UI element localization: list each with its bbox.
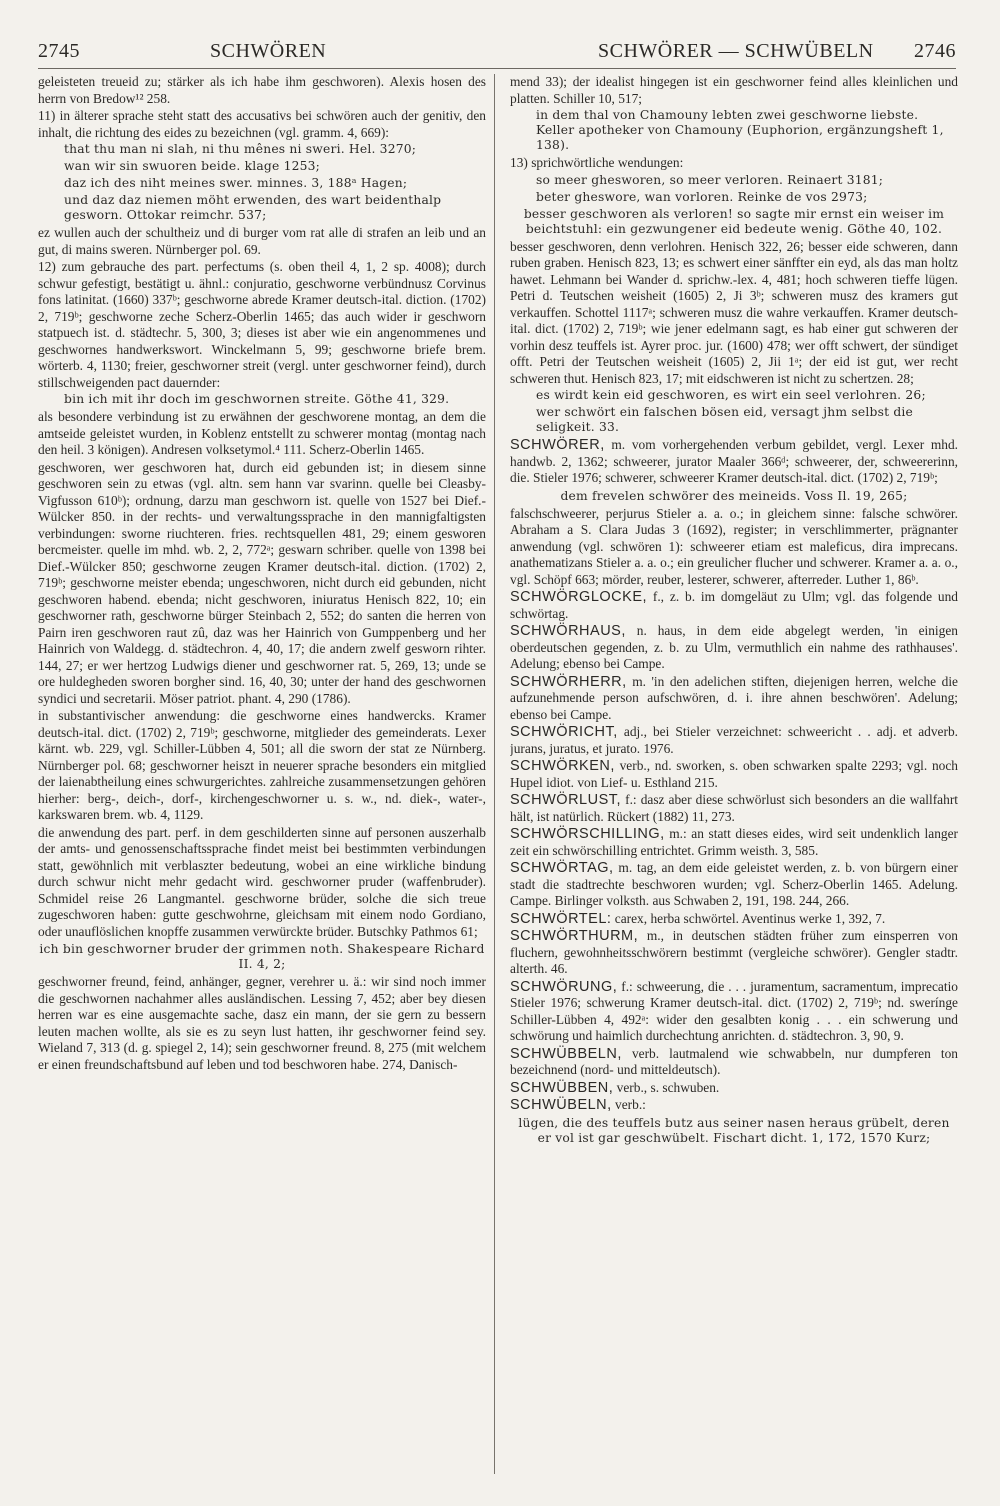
dictionary-entry (510, 860, 958, 910)
entry-text: verb. lautmalend wie schwabbeln, nur dumpferen ton bezeichnend (nord- und mitteldeutsch). (510, 1045, 958, 1077)
quotation: und daz daz niemen möht erwenden, des wart beidenthalp gesworn. Ottokar reimchr. 537; (64, 193, 442, 222)
paragraph: geleisteten treueid zu; stärker als ich habe ihm geschworen). Alexis hosen des herrn von Bredow¹² 258. (38, 74, 486, 106)
dictionary-entry (510, 623, 958, 673)
entry-text: m. 'in den adelichen stiften, diejenigen herren, welche die aufzunehmende person aufschwören, d. i. ihre ahnen beschwören'. Adelung; ebenso bei Campe. (510, 673, 958, 722)
entry-headword: SCHWÖRHERR, (510, 673, 627, 690)
quotation: es wirdt kein eid geschworen, es wirt ein seel verlohren. 26; (536, 388, 926, 402)
dictionary-entry (510, 979, 958, 1045)
dictionary-entry (510, 724, 958, 757)
entry-headword: SCHWÖRGLOCKE, (510, 589, 648, 605)
quotation: beter gheswore, wan vorloren. Reinke de vos 2973; (536, 189, 868, 204)
paragraph: ez wullen auch der schultheiz und di burger vom rat alle di strafen an leib und an gut, di mains sweren. Nürnberger pol. 69. (38, 225, 486, 257)
entry-headword: SCHWÖRUNG, (510, 978, 618, 995)
quotation: in dem thal von Chamouny lebten zwei geschworne liebste. Keller apotheker von Chamouny (Euphorion, ergänzungsheft 1, 138). (536, 108, 944, 152)
entry-headword: SCHWÜBELN, (510, 1097, 612, 1113)
entry-headword: SCHWÖRKEN, (510, 758, 615, 774)
quotation: ich bin geschworner bruder der grimmen noth. Shakespeare Richard II. 4, 2; (39, 942, 485, 971)
dictionary-entry (510, 674, 958, 724)
entry-text: m.: an statt dieses eides, wird seit undenklich langer zeit ein schwörschilling entrichtet. Grimm weisth. 3, 585. (510, 826, 958, 858)
entry-text: f.: schweerung, die . . . juramentum, sacramentum, imprecatio Stieler 1976; schwerung Kramer deutsch-ital. dict. (1702) 2, 719ᵇ; nd. swerínge Schiller-Lübben 4, 492ᵃ: wider den gesalbten konig . . . ein schwerung und schwörung und haimlich durchechtung anrichten. d. städtechron. 3, 90, 9. (510, 978, 958, 1043)
quotation: bin ich mit ihr doch im geschwornen streite. Göthe 41, 329. (64, 392, 450, 406)
entry-headword: SCHWÖRSCHILLING, (510, 826, 665, 842)
entry-text: m., in deutschen städten früher zum einsperren von fluchern, gewohnheitsschwörern bestimmt (vergleiche schwörer). Gengler stadtr. alterth. 46. (510, 928, 958, 976)
left-running-head: SCHWÖREN (210, 40, 327, 62)
quotation: daz ich des niht meines swer. minnes. 3, 188ᵃ Hagen; (64, 176, 408, 190)
entry-text: verb., s. schwuben. (613, 1079, 720, 1095)
quotation: besser geschworen als verloren! so sagte mir ernst ein weiser im beichtstuhl: ein gezwungener eid bedeute wenig. Göthe 40, 102. (523, 206, 945, 236)
entry-headword: SCHWÖRTEL: (510, 910, 612, 927)
dictionary-entry (510, 1080, 958, 1097)
dictionary-entry (510, 928, 958, 978)
right-running-head: SCHWÖRER — SCHWÜBELN (598, 40, 874, 62)
entry-text: f.: dasz aber diese schwörlust sich besonders an die wallfahrt hält, ist natürlich. Rückert (1882) 11, 273. (510, 792, 958, 824)
entry-text: carex, herba schwörtel. Aventinus werke 1, 392, 7. (611, 910, 886, 926)
entry-text: f., z. b. im domgeläut zu Ulm; vgl. das folgende und schwörtag. (510, 589, 958, 621)
dictionary-entry (510, 1097, 958, 1114)
quotation: dem frevelen schwörer des meineids. Voss Il. 19, 265; (560, 488, 908, 503)
entry-headword: SCHWÜBBEN, (510, 1079, 614, 1096)
quotation: that thu man ni slah, ni thu mênes ni sweri. Hel. 3270; (64, 142, 417, 156)
entry-headword: SCHWÖRICHT, (510, 724, 618, 740)
paragraph: geschworen, wer geschworen hat, durch eid gebunden ist; in diesem sinne geschworen sein zu etwas (vgl. altn. sem hann var svarinn. quelle bei Cleasby-Vigfusson 610ᵇ); ordnung, darzu man geschworn ist. quelle von 1527 bei Dief.-Wülcker 850. in der rechts- und verwaltungssprache in den mannigfaltigsten verbindungen: sworne riuchteren. fries. rechtsquellen 481, 29; einem gesworen bercmeister. quelle im mhd. wb. 2, 2, 772ᵃ; geswarn schriber. quelle von 1398 bei Dief.-Wülcker 850; geschworne zeugen Kramer deutsch-ital. diction. (1702) 2, 719ᵇ; geschworne meister ebenda; ungeschworen, nicht durch eid gebunden, nicht geschworen habend. ebenda; nicht geschworen, iniuratus Henisch 822, 10; ein geschworner rath, geschworne bürger Steinbach 2, 552; do santen die herren von Pairn iren geschworen raut zû, daz was her Hainrich von Gumppenberg und her Hainrich von Waldegg. d. städtechron. 4, 40, 17; die andern zwelf gesworn rihter. 144, 27; er wer hertzog Ludwigs diener und geschworner rat. 5, 269, 13; unde se ore huldegheden sworen borgher sind. 16, 40, 30; unter der hand des geschwornen syndici und secretarii. Möser patriot. phant. 4, 290 (1786). (38, 459, 486, 706)
quotation: wan wir sin swuoren beide. klage 1253; (64, 159, 321, 173)
page-header (38, 30, 956, 70)
left-column (38, 74, 486, 1478)
paragraph: 12) zum gebrauche des part. perfectums (s. oben theil 4, 1, 2 sp. 4008); durch schwur gefestigt, bestätigt u. ähnl.: conjuratio, geschworne verbündnusz Corvinus fons latinitat. (1660) 337ᵇ; geschworne abrede Kramer deutsch-ital. diction. (1702) 2, 719ᵇ; geschworne zeche Scherz-Oberlin 1465; das auch wider ir geschworn statpuech ist. d. städtechr. 5, 300, 3; dieses ist aber wie ein angenommenes und geschwornes handwerkswort. Winckelmann 5, 99; geschworne briefe brem. wörterb. 4, 1130; freier, geschworner streit (vergl. unter geschworner feind), durch stillschweigenden pact dauernder: (38, 259, 486, 390)
dictionary-entry (510, 758, 958, 791)
dictionary-entry (510, 911, 958, 928)
dictionary-entry (510, 589, 958, 622)
quotation: so meer ghesworen, so meer verloren. Reinaert 3181; (536, 172, 884, 187)
entry-headword: SCHWÖRTAG, (510, 860, 614, 876)
entry-headword: SCHWÜBBELN, (510, 1045, 622, 1062)
dictionary-entry (510, 1046, 958, 1079)
right-page-number: 2746 (914, 40, 956, 62)
dictionary-entry (510, 826, 958, 859)
quotation: wer schwört ein falschen bösen eid, versagt jhm selbst die seligkeit. 33. (536, 405, 914, 434)
entry-text: adj., bei Stieler verzeichnet: schweericht . . adj. et adverb. jurans, juratus, et jurato. 1976. (510, 724, 958, 756)
entry-headword: SCHWÖRLUST, (510, 792, 622, 808)
entry-text: n. haus, in dem eide abgelegt werden, 'in einigen oberdeutschen gegenden, z. b. zu Ulm, vermuthlich ein nahme des rathhauses'. Adelung; ebenso bei Campe. (510, 623, 958, 671)
entry-headword: SCHWÖRTHURM, (510, 928, 639, 944)
right-column (510, 74, 958, 1478)
dictionary-entry (510, 792, 958, 825)
paragraph: besser geschworen, denn verlohren. Henisch 322, 26; besser eide schweren, dann ruben graben. Henisch 823, 13; es schwert einer sänffter ein eyd, als das man holtz hawet. Lehmann bei Wander d. sprichw.-lex. 4, 481; hoch schweren tieffe lügen. Petri d. Teutschen weisheit (1605) 2, Ji 3ᵇ; schweren musz des kramers gut verkauffen. Schottel 1117ᵃ; schweren musz die wahre verkauffen. Kramer deutsch-ital. dict. (1702) 2, 719ᵇ; wie jener edelmann sagt, es hab einer gut schweren der vorhin desz teuffels ist. Ayrer proc. jur. (1600) 478; wer offt schwert, der sündiget offt. Petri der Teutschen weisheit (1605) 2, Jii 1ᵃ; der eid ist gut, wer recht schweren thut. Henisch 823, 17; mit eidschweren ist nicht zu schertzen. 28; (510, 238, 958, 386)
paragraph: die anwendung des part. perf. in dem geschilderten sinne auf personen auszerhalb der amts- und genossenschaftssprache findet meist bei bestimmten verbindungen statt, gewöhnlich mit verblaszter bedeutung, wobei an eine wirkliche bindung durch schwur nicht mehr gedacht wird. geschworner pruder (waffenbruder). Schmidel reise 26 Langmantel. geschworne brüder, solche die sich treue zugeschworen haben: gutte geschwohrne, gleichsam mit einem nodo Gordiano, oder unauflöslichen knopffe zusammen verwürckte brüder. Butschky Pathmos 61; (38, 824, 486, 939)
entry-text: verb.: (611, 1097, 646, 1112)
paragraph: 13) sprichwörtliche wendungen: (510, 155, 684, 170)
paragraph: geschworner freund, feind, anhänger, gegner, verehrer u. ä.: wir sind noch immer die geschwornen nachahmer alles ausländischen. Lessing 7, 452; aber bey diesen herren war es eine ausgemachte sache, dasz ein mann, der sie gern zu bessern leuten machen wollte, als sie es zu seyn lust hatten, ihr geschworner feind sey. Wieland 7, 313 (d. g. spiegel 2, 14); sein geschworner freund. 8, 275 (mit welchem er einen freundschaftsbund auf leben und tod beschworen habe. 274, Danisch- (38, 974, 486, 1072)
entry-headword: SCHWÖRHAUS, (510, 623, 626, 639)
column-divider (494, 74, 495, 1474)
dictionary-entry (510, 437, 958, 487)
entry-text: verb., nd. sworken, s. oben schwarken spalte 2293; vgl. noch Hupel idiot. von Lief- u. Esthland 215. (510, 758, 958, 790)
paragraph: falschschweerer, perjurus Stieler a. a. o.; in gleichem sinne: falsche schwörer. Abraham a S. Clara Judas 3 (1692), register; in verschlimmerter, prägnanter anwendung (vgl. schwören 1): schweerer etiam est maleficus, dira imprecans. anathematizans Stieler a. a. o.; ein greulicher flucher und schwerer. Kramer a. a. o., vgl. Schöpf 663; mörder, reuber, lesterer, schwerer, afterreder. Luther 1, 86ᵇ. (510, 505, 958, 587)
entry-headword: SCHWÖRER, (510, 437, 605, 453)
paragraph: in substantivischer anwendung: die geschworne eines handwercks. Kramer deutsch-ital. dict. (1702) 2, 719ᵇ; geschworne, mitglieder des gemeinderats. Lexer kärnt. wb. 229, vgl. Schiller-Lübben 4, 501; all die sworn der stat ze Nürnberg. Nürnberger pol. 68; geschworner heiszt in neuerer sprache besonders ein mitglied der laienabtheilung eines schwurgerichtes. zahlreiche zusammensetzungen gehören hierher: berg-, deich-, dorf-, kirchengeschworner u. s. w., nd. diek-, water-, karkswaren brem. wb. 4, 1129. (38, 708, 486, 822)
left-page-number: 2745 (38, 40, 80, 62)
header-rule (38, 68, 956, 69)
paragraph: als besondere verbindung ist zu erwähnen der geschworene montag, an dem die amtseide geleistet wurden, in Koblenz entstellt zu schwerer montag (montag nach den heil. 3 königen). Andresen volksetymol.⁴ 111. Scherz-Oberlin 1465. (38, 409, 486, 457)
entry-text: m. vom vorhergehenden verbum gebildet, vergl. Lexer mhd. handwb. 2, 1362; schweerer, jurator Maaler 366ᵈ; schweerer, der, schweererinn, die. Stieler 1976; schwerer, schweerer Kramer deutsch-ital. dict. (1702) 2, 719ᵇ; (510, 437, 958, 485)
paragraph: mend 33); der idealist hingegen ist ein geschworner feind alles kleinlichen und platten. Schiller 10, 517; (510, 74, 958, 106)
entry-text: m. tag, an dem eide geleistet werden, z. b. von bürgern einer stadt die stadtrechte beschworen wurden; vgl. Scherz-Oberlin 1465. Adelung. Campe. Birlinger volksth. aus Schwaben 2, 191, 198. 244, 266. (510, 860, 958, 908)
quotation: lügen, die des teuffels butz aus seiner nasen heraus grübelt, deren er vol ist gar geschwübelt. Fischart dicht. 1, 172, 1570 Kurz; (518, 1115, 950, 1145)
paragraph: 11) in älterer sprache steht statt des accusativs bei schwören auch der genitiv, den inhalt, die richtung des eides zu bezeichnen (vgl. gramm. 4, 669): (38, 108, 486, 140)
